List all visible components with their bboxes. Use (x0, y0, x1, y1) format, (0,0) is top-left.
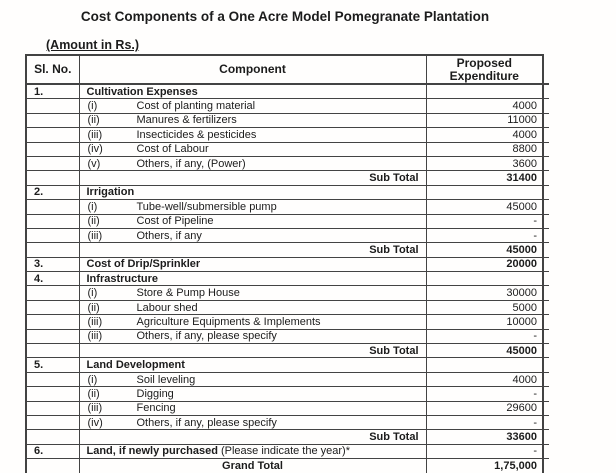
value-cell: - (426, 387, 543, 401)
value-cell (426, 272, 543, 286)
item-label: Cost of planting material (136, 100, 256, 113)
grand-total-label: Grand Total (79, 459, 426, 473)
item-number: (iii) (87, 128, 103, 141)
sl-no-cell (26, 401, 79, 415)
component-cell (79, 214, 426, 228)
table-row (26, 113, 549, 127)
table-row (26, 430, 549, 444)
table-row (26, 200, 549, 214)
row-border-tick (543, 84, 549, 99)
header-proposed-expenditure: Proposed Expenditure (426, 55, 543, 84)
item-number: (iii) (87, 402, 103, 415)
table-row (26, 185, 549, 199)
sl-no-cell (26, 243, 79, 257)
value-cell: 4000 (426, 99, 543, 113)
row-border-tick (543, 329, 549, 343)
table-row (26, 142, 549, 156)
value-cell: 4000 (426, 128, 543, 142)
table-row (26, 401, 549, 415)
value-cell: 20000 (426, 257, 543, 271)
value-cell: 8800 (426, 142, 543, 156)
item-label: Cost of Labour (136, 143, 209, 156)
item-label: Store & Pump House (136, 287, 240, 300)
table-row (26, 459, 549, 473)
component-cell (79, 415, 426, 429)
row-border-tick (543, 99, 549, 113)
item-label: Labour shed (136, 301, 198, 314)
item-label: Fencing (136, 402, 176, 415)
row-border-tick (543, 459, 549, 473)
sl-no-cell (26, 214, 79, 228)
table-row (26, 99, 549, 113)
header-component: Component (79, 55, 426, 84)
row-border-tick (543, 358, 549, 372)
sl-no-cell (26, 459, 79, 473)
row-border-tick (543, 55, 549, 84)
cost-table (25, 54, 549, 473)
component-cell (79, 228, 426, 242)
table-body (26, 84, 549, 473)
row-border-tick (543, 228, 549, 242)
value-cell: 31400 (426, 171, 543, 185)
row-border-tick (543, 200, 549, 214)
amount-note: (Amount in Rs.) (46, 38, 140, 52)
component-cell (79, 99, 426, 113)
sl-no-cell (26, 300, 79, 314)
table-row (26, 286, 549, 300)
item-number: (iv) (87, 143, 103, 156)
sl-no-cell (26, 372, 79, 386)
row-border-tick (543, 185, 549, 199)
row-border-tick (543, 387, 549, 401)
row-border-tick (543, 300, 549, 314)
table-row (26, 372, 549, 386)
component-cell (79, 286, 426, 300)
item-number: (ii) (87, 215, 100, 228)
component-cell (79, 444, 426, 458)
sl-no-cell: 6. (26, 444, 79, 458)
subtotal-label: Sub Total (79, 243, 426, 257)
amount-note-line (0, 25, 616, 54)
item-number: (ii) (87, 301, 100, 314)
header-row (26, 55, 549, 84)
sl-no-cell (26, 315, 79, 329)
item-label: Agriculture Equipments & Implements (136, 315, 321, 328)
table-row (26, 344, 549, 358)
component-cell (79, 128, 426, 142)
sl-no-cell (26, 142, 79, 156)
component-cell (79, 200, 426, 214)
row-border-tick (543, 257, 549, 271)
row-border-tick (543, 315, 549, 329)
value-cell: 4000 (426, 372, 543, 386)
row-border-tick (543, 272, 549, 286)
sl-no-cell (26, 344, 79, 358)
row-border-tick (543, 401, 549, 415)
item-label: Insecticides & pesticides (136, 128, 257, 141)
component-cell (79, 300, 426, 314)
sl-no-cell (26, 387, 79, 401)
row-border-tick (543, 430, 549, 444)
sl-no-cell (26, 200, 79, 214)
item-label: Manures & fertilizers (136, 114, 237, 127)
table-row (26, 329, 549, 343)
value-cell (426, 84, 543, 99)
table-row (26, 214, 549, 228)
table-row (26, 300, 549, 314)
item-number: (ii) (87, 387, 100, 400)
sl-no-cell (26, 171, 79, 185)
table-row (26, 243, 549, 257)
value-cell: 1,75,000 (426, 459, 543, 473)
section-label: Cost of Drip/Sprinkler (79, 257, 426, 271)
sl-no-cell (26, 128, 79, 142)
sl-no-cell: 5. (26, 358, 79, 372)
item-label: Others, if any, please specify (136, 416, 277, 429)
row-border-tick (543, 415, 549, 429)
row-border-tick (543, 243, 549, 257)
component-cell (79, 401, 426, 415)
item-label: Tube-well/submersible pump (136, 200, 277, 213)
item-number: (iii) (87, 330, 103, 343)
row-border-tick (543, 344, 549, 358)
value-cell: 29600 (426, 401, 543, 415)
value-cell: 45000 (426, 344, 543, 358)
sl-no-cell: 3. (26, 257, 79, 271)
component-cell (79, 387, 426, 401)
value-cell: 45000 (426, 200, 543, 214)
item-number: (i) (87, 200, 98, 213)
item-label: Cost of Pipeline (136, 215, 214, 228)
subtotal-label: Sub Total (79, 430, 426, 444)
component-cell (79, 329, 426, 343)
table-row (26, 171, 549, 185)
row-border-tick (543, 128, 549, 142)
section-label: Land Development (79, 358, 426, 372)
value-cell: 33600 (426, 430, 543, 444)
page-title: Cost Components of a One Acre Model Pomegranate Plantation (80, 9, 490, 24)
header-sl-no: Sl. No. (26, 55, 79, 84)
value-cell: 5000 (426, 300, 543, 314)
row-border-tick (543, 214, 549, 228)
item-number: (i) (87, 287, 98, 300)
item-number: (iv) (87, 416, 103, 429)
table-row (26, 358, 549, 372)
sl-no-cell (26, 415, 79, 429)
row-border-tick (543, 156, 549, 170)
value-cell: - (426, 228, 543, 242)
component-cell (79, 113, 426, 127)
sl-no-cell (26, 286, 79, 300)
item-label: Soil leveling (136, 373, 196, 386)
row-border-tick (543, 171, 549, 185)
table-row (26, 315, 549, 329)
item-number: (i) (87, 373, 98, 386)
table-row (26, 257, 549, 271)
table-row (26, 444, 549, 458)
sl-no-cell: 2. (26, 185, 79, 199)
item-number: (i) (87, 100, 98, 113)
land-label-note: (Please indicate the year)* (217, 445, 350, 458)
sl-no-cell: 4. (26, 272, 79, 286)
value-cell (426, 185, 543, 199)
row-border-tick (543, 444, 549, 458)
section-label: Irrigation (79, 185, 426, 199)
value-cell: 3600 (426, 156, 543, 170)
row-border-tick (543, 113, 549, 127)
value-cell (426, 358, 543, 372)
component-cell (79, 315, 426, 329)
row-border-tick (543, 286, 549, 300)
sl-no-cell (26, 156, 79, 170)
land-label: Land, if newly purchased (86, 445, 218, 458)
item-label: Digging (136, 387, 174, 400)
table-row (26, 156, 549, 170)
component-cell (79, 156, 426, 170)
table-row (26, 272, 549, 286)
table-row (26, 228, 549, 242)
table-row (26, 128, 549, 142)
item-label: Others, if any (136, 229, 202, 242)
table-row (26, 387, 549, 401)
value-cell: 30000 (426, 286, 543, 300)
table-row (26, 84, 549, 99)
item-label: Others, if any, please specify (136, 330, 277, 343)
component-cell (79, 142, 426, 156)
value-cell: - (426, 214, 543, 228)
item-number: (iii) (87, 229, 103, 242)
subtotal-label: Sub Total (79, 344, 426, 358)
value-cell: - (426, 415, 543, 429)
item-number: (iii) (87, 315, 103, 328)
component-cell (79, 372, 426, 386)
row-border-tick (543, 142, 549, 156)
value-cell: 45000 (426, 243, 543, 257)
sl-no-cell (26, 329, 79, 343)
item-number: (ii) (87, 114, 100, 127)
table-row (26, 415, 549, 429)
value-cell: - (426, 444, 543, 458)
section-label: Cultivation Expenses (79, 84, 426, 99)
item-label: Others, if any, (Power) (136, 157, 246, 170)
value-cell: 11000 (426, 113, 543, 127)
sl-no-cell (26, 228, 79, 242)
sl-no-cell (26, 430, 79, 444)
row-border-tick (543, 372, 549, 386)
section-label: Infrastructure (79, 272, 426, 286)
item-number: (v) (87, 157, 101, 170)
sl-no-cell (26, 99, 79, 113)
value-cell: 10000 (426, 315, 543, 329)
value-cell: - (426, 329, 543, 343)
sl-no-cell: 1. (26, 84, 79, 99)
subtotal-label: Sub Total (79, 171, 426, 185)
sl-no-cell (26, 113, 79, 127)
